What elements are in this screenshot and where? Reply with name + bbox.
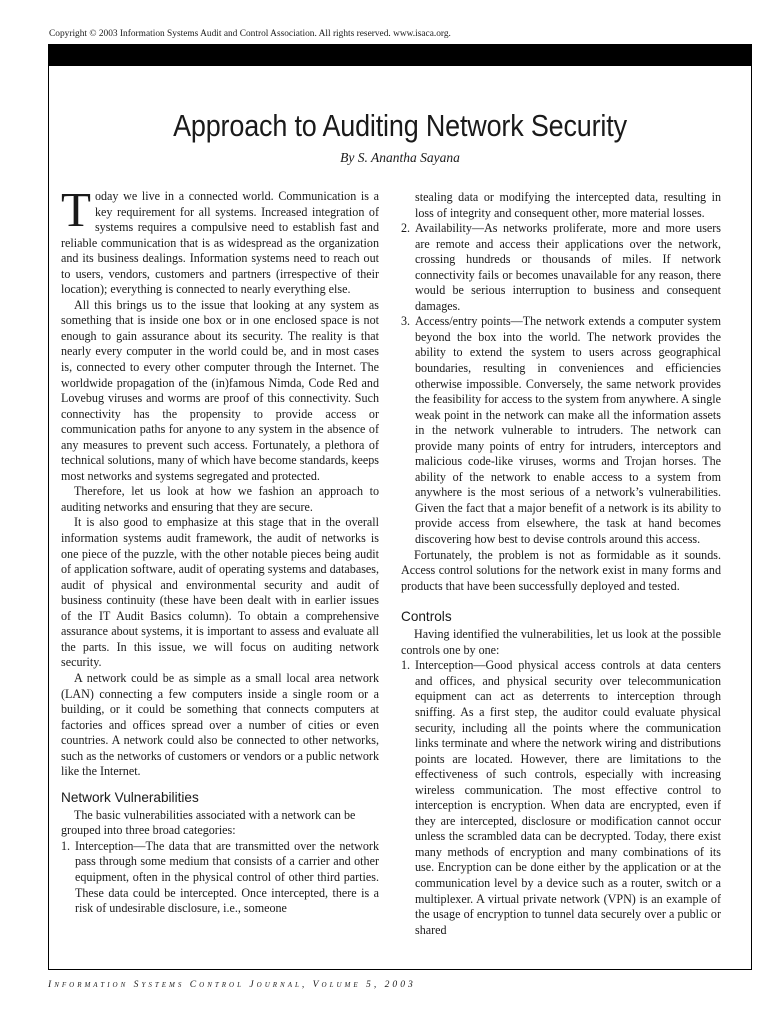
copyright-notice: Copyright © 2003 Information Systems Audit and Control Association. All rights reserved. www.isaca.org. bbox=[49, 29, 451, 39]
list-item bbox=[401, 221, 721, 314]
left-column bbox=[61, 189, 379, 961]
list-number: 1. bbox=[61, 838, 71, 853]
vulnerabilities-list bbox=[61, 839, 379, 917]
author-byline: By S. Anantha Sayana bbox=[340, 150, 460, 165]
body-paragraph: All this brings us to the issue that looking at any system as something that is inside one box or in one enclosed space is not enough to gain assurance about its security. The reality is that nearly every computer in the world could be, and in most cases is, connected to every other computer through the Internet. The worldwide propagation of the (in)famous Nimda, Code Red and Lovebug viruses and worms are proof of this connectivity. Such connectivity has the propensity to provide access or communication paths for anyone to any system in the absence of any measures to prevent such access. Fortunately, a plethora of technical solutions, many of which have become standards, keeps most networks and systems segregated and protected. bbox=[61, 297, 379, 483]
list-item bbox=[401, 314, 721, 547]
right-column bbox=[401, 190, 721, 962]
list-item bbox=[61, 839, 379, 917]
vulnerabilities-list-continued bbox=[401, 221, 721, 547]
list-number: 2. bbox=[401, 221, 411, 236]
list-item-text: Interception—The data that are transmitted over the network pass through some medium that consists of a carrier and other equipment, often in the physical control of other third parties. These data could be intercepted. Once intercepted, there is a risk of undesirable disclosure, i.e., someone bbox=[75, 838, 379, 916]
section-heading-controls: Controls bbox=[401, 609, 452, 625]
list-item-continuation: stealing data or modifying the intercepted data, resulting in loss of integrity and consequent other, more material losses. bbox=[415, 190, 721, 220]
controls-intro: Having identified the vulnerabilities, let us look at the possible controls one by one: bbox=[401, 627, 721, 657]
journal-footer: Information Systems Control Journal, Volume 5, 2003 bbox=[48, 979, 416, 990]
body-paragraph: It is also good to emphasize at this stage that in the overall information systems audit framework, the audit of networks is one piece of the puzzle, with the other notable pieces being audit of application software, audit of operating systems and databases, audit of physical and environmental security and audit of business continuity (these have been dealt with in earlier issues of the IT Audit Basics column). To obtain a comprehensive assurance about systems, it is important to assess and evaluate all the parts. In this issue, we will focus on auditing network security. bbox=[61, 515, 379, 670]
list-number: 3. bbox=[401, 314, 411, 329]
header-bar bbox=[48, 44, 752, 66]
section-heading-vulnerabilities: Network Vulnerabilities bbox=[61, 789, 199, 805]
drop-cap: T bbox=[61, 189, 91, 237]
body-paragraph: A network could be as simple as a small local area network (LAN) connecting a few computers inside a single room or a building, or it could be something that connects computers at factories and offices spread over a number of cities or even countries. A network could also be connected to other networks, such as the networks of customers or vendors or a public network like the Internet. bbox=[61, 670, 379, 779]
controls-list bbox=[401, 658, 721, 938]
body-paragraph: Therefore, let us look at how we fashion an approach to auditing networks and ensuring that they are secure. bbox=[61, 484, 379, 514]
list-number: 1. bbox=[401, 658, 411, 673]
list-item-text: Interception—Good physical access controls at data centers and offices, and physical security over telecommunication equipment can act as deterrents to interception through sniffing. As a first step, the auditor could evaluate physical security, including all the points where the communication links terminate and where the network wiring and distributions points are located. However, there are limitations to the effectiveness of such controls, especially with increasing wireless communication. The most effective control to interception is encryption. When data are encrypted, even if they are intercepted, disclosure or modification cannot occur unless the scrambled data can be decrypted. Today, there exist many methods of encryption and many combinations of its use. Encryption can be done either by the application or at the communication level by a device such as a router, switch or a multiplexer. A virtual private network (VPN) is an example of the usage of encryption to tunnel data securely over a public or shared bbox=[415, 658, 721, 937]
intro-text: oday we live in a connected world. Communication is a key requirement for all systems. Increased integration of systems requires a compulsive need to establish fast and reliable communication that is as widespread as the organization and its business dealings. Information systems need to reach out to users, vendors, customers and partners (irrespective of their location); everything is connected to nearly everything else. bbox=[61, 189, 379, 297]
list-item-text: Access/entry points—The network extends a computer system beyond the box into the world. The network provides the ability to extend the system to users across geographical boundaries, resulting in conveniences and efficiencies otherwise impossible. Conversely, the same network provides the feasibility for access to the system from anywhere. A single weak point in the network can make all the information assets in the network vulnerable to intruders. The network can provide many points of entry for intruders, interceptors and malicious code-like viruses, worms and Trojan horses. The ability of the network to enable access to a system from anywhere is the most serious of a network’s vulnerabilities. Given the fact that a major benefit of a network is its ability to provide access from elsewhere, the task at hand becomes discovering how best to devise controls around this access. bbox=[415, 314, 721, 547]
list-item bbox=[401, 658, 721, 938]
vulnerabilities-intro: The basic vulnerabilities associated with a network can be grouped into three broad categories: bbox=[61, 807, 356, 838]
article-title: Approach to Auditing Network Security bbox=[173, 108, 627, 143]
list-item-text: Availability—As networks proliferate, more and more users are remote and access their applications over the network, crossing hundreds or thousands of miles. If network connectivity fails or becomes unavailable for any reason, there would be serious interruption to business and consequent damages. bbox=[415, 221, 721, 313]
intro-paragraph bbox=[61, 189, 379, 298]
body-paragraph: Fortunately, the problem is not as formidable as it sounds. Access control solutions for the network exist in many forms and products that have been successfully deployed and tested. bbox=[401, 547, 721, 593]
